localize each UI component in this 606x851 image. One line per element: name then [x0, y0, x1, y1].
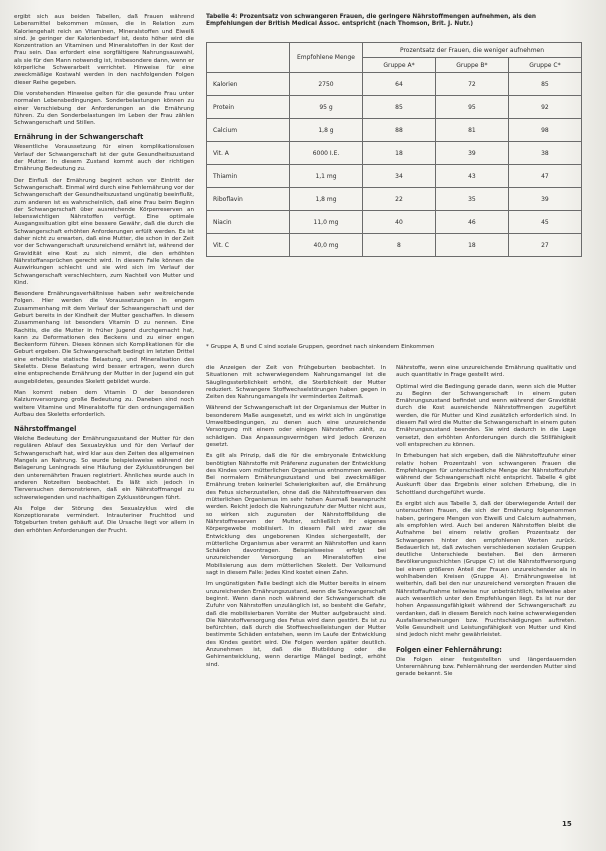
paragraph: Es ergibt sich aus Tabelle 3, daß der überwiegende Anteil der untersuchten Frauen, die sich der Ernährung folgenommen haben, geringere Mengen von Eiweiß und Calcium aufnahmen, als empfohlen wird. Auch bei anderen Nährstoffen bleibt die Aufnahme bei einem relativ großen Prozentsatz der Schwangeren hinter den empfohlenen Werten zurück. Bedauerlich ist, daß zwischen verschiedenen sozialen Gruppen deutliche Unterschiede bestehen. Bei den ärmeren Bevölkerungsschichten (Gruppe C) ist die Nährstoffversorgung bei einem größeren Anteil der Frauen unzureichender als in wohlhabenden Kreisen (Gruppe A). Ernährungsweise ist weiterhin, daß bei den nur unzureichend versorgten Frauen die Nährstoffaufnahme teilweise nur unbeträchtlich, teilweise aber auch wesentlich unter den Empfehlungen liegt. Es ist nur der hohen Anpassungsfähigkeit während der Schwangerschaft zu verdanken, daß in diesem Bereich noch keine schwerwiegenden Ausfallserscheinungen bzw. Fruchtschädigungen auftreten. Volle Gesundheit und Leistungsfähigkeit von Mutter und Kind sind jedoch nicht mehr gewährleistet. [396, 501, 576, 639]
amount-header: Empfohlene Menge [290, 43, 363, 73]
nutrient-cell: Thiamin [207, 165, 290, 188]
paragraph: Als Folge der Störung des Sexualzyklus wird die Konzeptionsrate vermindert. Intrauteriner Fruchttod und Totgeburten treten gehäuft auf. Die Ursache liegt vor allem in den erhöhten Anforderungen der Frucht. [14, 505, 194, 534]
section-heading: Nährstoffmangel [14, 425, 77, 434]
middle-column [206, 365, 386, 673]
group-c-cell: 38 [508, 142, 581, 165]
group-b-cell: 72 [435, 73, 508, 96]
paragraph: ergibt sich aus beiden Tabellen, daß Frauen während Lebensmittel bekommen müssen, die in Relation zum Kaloriengehalt reich an Vitaminen, Mineralstoffen und Eiweiß sind. Je geringer der Kalorienbedarf ist, desto höher wird die Konzentration an Vitaminen und Mineralstoffen in der Kost der Frau sein. Das erfordert eine sorgfältigere Nahrungsauswahl, als sie für den Mann notwendig ist, insbesondere dann, wenn er körperliche Schwerarbeit verrichtet. Hinweise für eine zweckmäßige Kostwahl werden in den nachfolgenden Folgen dieser Reihe gegeben. [14, 14, 194, 86]
group-a-cell: 64 [363, 73, 436, 96]
paragraph: Optimal wird die Bedingung gerade dann, wenn sich die Mutter zu Beginn der Schwangerschaft in einem guten Ernährungszustand befindet und wenn während der Gravidität durch die Kost ausreichende Nährstoffmengen zugeführt werden, die für Mutter und Kind zusätzlich erforderlich sind. In diesem Fall wird die Mutter die Schwangerschaft in einem guten Ernährungszustand beenden. Sie wird dadurch in die Lage versetzt, den erhöhten Anforderungen durch die Stillfähigkeit voll entsprechen zu können. [396, 383, 576, 448]
group-c-cell: 92 [508, 96, 581, 119]
amount-cell: 95 g [290, 96, 363, 119]
paragraph: Besondere Ernährungsverhältnisse haben sehr weitreichende Folgen. Hier werden die Voraussetzungen in engem Zusammenhang mit dem Verlauf der Schwangerschaft und der Geburt bereits in der Kindheit der Mutter geschaffen. In diesem Zusammenhang ist besonders Vitamin D zu nennen. Eine Rachitis, die die Mutter in früher Jugend durchgemacht hat, kann zu Deformationen des Beckens und zu einer engen Beckenform führen. Dieses können sich Komplikationen für die Geburt ergeben. Die Schwangerschaft bedingt im letzten Drittel eine erhebliche statische Belastung, und Mineralisation des Skeletts. Diese Belastung wird besser ertragen, wenn durch eine entsprechende Ernährung der Mutter in der Jugend ein gut ausgebildetes, gesundes Skelett gebildet wurde. [14, 291, 194, 385]
group-c-header: Gruppe C* [508, 58, 581, 73]
paragraph: Es gilt als Prinzip, daß die für die embryonale Entwicklung benötigten Nährstoffe mit Präferenz zugunsten der Entwicklung des Kindes vom mütterlichen Organismus entnommen werden. Bei normalem Ernährungszustand und bei zweckmäßiger Ernährung treten keinerlei Schwierigkeiten auf, die Ernährung des Fetus sicherzustellen, ohne daß die Nährstoffreserven des mütterlichen Organismus im sehr hohen Ausmaß beansprucht werden. Reicht jedoch die Nahrungszufuhr der Mutter nicht aus, so wirken sich zugunsten der Nährstoffbildung die Nährstoffreserven der Mutter, schließlich ihr eigenes Körpergewebe mobilisiert. In diesem Fall wird zwar die Entwicklung des ungeborenen Kindes sichergestellt, der mütterliche Organismus aber verarmt an Nährstoffen und kann Schäden davontragen. Beispielsweise erfolgt bei unzureichender Versorgung an Mineralstoffen eine Mobilisierung aus dem mütterlichen Skelett. Der Volksmund sagt in diesem Falle: Jedes Kind kostet einen Zahn. [206, 453, 386, 577]
group-a-cell: 22 [363, 188, 436, 211]
paragraph: Während der Schwangerschaft ist der Organismus der Mutter in besonderem Maße ausgesetzt, und es wirkt sich in ungünstige Umweltbedingungen, zu denen auch eine unzureichende Versorgung mit einem oder einigen Nährstoffen zählt, zu schädigen. Das Anpassungsvermögen wird jedoch Grenzen gesetzt. [206, 405, 386, 448]
groups-header: Prozentsatz der Frauen, die weniger aufnehmen [363, 43, 582, 58]
amount-cell: 40,0 mg [290, 234, 363, 257]
paragraph: Die vorstehenden Hinweise gelten für die gesunde Frau unter normalen Lebensbedingungen. Sonderbelastungen können zu einer Verschiebung der Anforderungen an die Ernährung führen. Zu den Sonderbelastungen im Leben der Frau zählen Schwangerschaft und Stillen. [14, 90, 194, 127]
table-title: Tabelle 4: Prozentsatz von schwangeren Frauen, die geringere Nährstoffmengen aufnehmen, als den Empfehlungen der British Medical Assoc. entspricht (nach Thomson, Brit. J. Nutr.) [206, 14, 537, 28]
group-a-cell: 40 [363, 211, 436, 234]
paragraph: Man kommt neben dem Vitamin D der besonderen Kalziumversorgung große Bedeutung zu. Daneben sind noch weitere Vitamine und Mineralstoffe für den ordnungsgemäßen Aufbau des Skeletts erforderlich. [14, 389, 194, 418]
group-a-header: Gruppe A* [363, 58, 436, 73]
amount-cell: 1,8 mg [290, 188, 363, 211]
amount-cell: 6000 I.E. [290, 142, 363, 165]
section-heading: Folgen einer Fehlernährung: [396, 645, 502, 654]
amount-cell: 1,8 g [290, 119, 363, 142]
page-number: 15 [562, 820, 572, 828]
paragraph: In Erhebungen hat sich ergeben, daß die Nährstoffzufuhr einer relativ hohen Prozentzahl von schwangeren Frauen die Empfehlungen für unterschiedliche Menge der Nährstoffzufuhr während der Schwangerschaft nicht entspricht. Tabelle 4 gibt Auskunft über das Ergebnis einer solchen Erhebung, die in Schottland durchgeführt wurde. [396, 453, 576, 496]
group-c-cell: 39 [508, 188, 581, 211]
paragraph: die Anzeigen der Zeit von Frühgeburten beobachtet. In Situationen mit schwerwiegendem Nahrungsmangel ist die Säuglingssterblichkeit erhöht, die Sterblichkeit der Mutter reduziert. Schwangere Stoffwechselstörungen haben gegen in Zeiten des Nahrungsmangels ihr vermindertes Zeitmaß. [206, 365, 386, 401]
group-c-cell: 27 [508, 234, 581, 257]
group-b-cell: 18 [435, 234, 508, 257]
group-a-cell: 88 [363, 119, 436, 142]
group-a-cell: 18 [363, 142, 436, 165]
amount-cell: 2750 [290, 73, 363, 96]
paragraph: Wesentliche Voraussetzung für einen komplikationslosen Verlauf der Schwangerschaft ist der gute Gesundheitszustand der Mutter. In diesem Zustand kommt auch der richtigen Ernährung Bedeutung zu. [14, 144, 194, 173]
nutrient-header [207, 43, 290, 73]
paragraph: Welche Bedeutung der Ernährungszustand der Mutter für den regulären Ablauf des Sexualzyklus und für den Verlauf der Schwangerschaft hat, wird klar aus den Zeiten des allgemeinen Mangels an Nahrung. So wurde beispielsweise während der Belagerung Leningrads eine Häufung der Zyklusstörungen bei den unterernährten Frauen registriert. Ähnliches wurde auch in anderen Notzeiten beobachtet. Es läßt sich jedoch in Tierversuchen demonstrieren, daß ein Nährstoffmangel zu schwerwiegenden und nachhaltigen Zyklusstörungen führt. [14, 436, 194, 501]
nutrient-cell: Vit. A [207, 142, 290, 165]
group-b-cell: 81 [435, 119, 508, 142]
group-c-cell: 98 [508, 119, 581, 142]
left-column [14, 14, 194, 539]
table-row [207, 234, 582, 257]
paragraph: Der Einfluß der Ernährung beginnt schon vor Eintritt der Schwangerschaft. Einmal wird durch eine Fehlernährung vor der Schwangerschaft der Gesundheitszustand ungünstig beeinflußt, zum anderen ist es wahrscheinlich, daß eine Frau beim Beginn der Schwangerschaft über ausreichende Körperreserven an lebenswichtigen Nährstoffen verfügt. Eine optimale Ausgangssituation gibt eine bessere Gewähr, daß die durch die Schwangerschaft erhöhten Anforderungen erfüllt werden. Es ist daher nicht zu erwarten, daß eine Mutter, die schon in der Zeit vor der Schwangerschaft unzureichend ernährt ist, während der Gravidität eine Kost zu sich nimmt, die den erhöhten Nährstoffansprüchen gerecht wird. In diesem Falle können die Auswirkungen schlecht und sie wird sich im Verlauf der Schwangerschaft verschlechtern, zum Nachteil von Mutter und Kind. [14, 177, 194, 286]
nutrient-cell: Protein [207, 96, 290, 119]
group-b-cell: 95 [435, 96, 508, 119]
nutrient-cell: Riboflavin [207, 188, 290, 211]
group-a-cell: 85 [363, 96, 436, 119]
table-row [207, 142, 582, 165]
paragraph: Die Folgen einer festgestellten und längerdauernden Unterernährung bzw. Fehlernährung der werdenden Mutter sind gerade bekannt. Sie [396, 656, 576, 678]
amount-cell: 1,1 mg [290, 165, 363, 188]
section-heading: Ernährung in der Schwangerschaft [14, 133, 144, 142]
group-a-cell: 34 [363, 165, 436, 188]
group-c-cell: 45 [508, 211, 581, 234]
paragraph: Im ungünstigsten Falle bedingt sich die Mutter bereits in einem unzureichenden Ernährungszustand, wenn die Schwangerschaft beginnt. Wenn dann noch während der Schwangerschaft die Zufuhr von Nährstoffen unzulänglich ist, so besteht die Gefahr, daß die mobilisierbaren Vorräte der Mutter aufgebraucht sind. Die Nährstoffversorgung des Fetus wird dann gestört. Es ist zu befürchten, daß durch die Stoffwechselleistungen der Mutter bestimmte Schäden entstehen, wenn im Laufe der Entwicklung des Kindes gestört wird. Die Folgen werden später deutlich. Anzunehmen ist, daß die Blutbildung oder die Gehirnentwicklung, wenn derartige Mängel bedingt, erhöht sind. [206, 581, 386, 668]
nutrient-cell: Kalorien [207, 73, 290, 96]
table-footnote: * Gruppe A, B und C sind soziale Gruppen, geordnet nach sinkendem Einkommen [206, 344, 435, 350]
right-column [396, 365, 576, 683]
nutrient-cell: Niacin [207, 211, 290, 234]
nutrient-cell: Calcium [207, 119, 290, 142]
group-b-cell: 46 [435, 211, 508, 234]
group-b-header: Gruppe B* [435, 58, 508, 73]
group-b-cell: 35 [435, 188, 508, 211]
group-a-cell: 8 [363, 234, 436, 257]
paragraph: Nährstoffe, wenn eine unzureichende Ernährung qualitativ und auch quantitativ in Frage gestellt wird. [396, 365, 576, 379]
group-b-cell: 43 [435, 165, 508, 188]
nutrient-table [206, 42, 582, 257]
group-c-cell: 85 [508, 73, 581, 96]
table-row [207, 211, 582, 234]
amount-cell: 11,0 mg [290, 211, 363, 234]
table-row [207, 188, 582, 211]
group-b-cell: 39 [435, 142, 508, 165]
table-row [207, 119, 582, 142]
table-row [207, 73, 582, 96]
nutrient-cell: Vit. C [207, 234, 290, 257]
table-row [207, 165, 582, 188]
table-row [207, 96, 582, 119]
group-c-cell: 47 [508, 165, 581, 188]
